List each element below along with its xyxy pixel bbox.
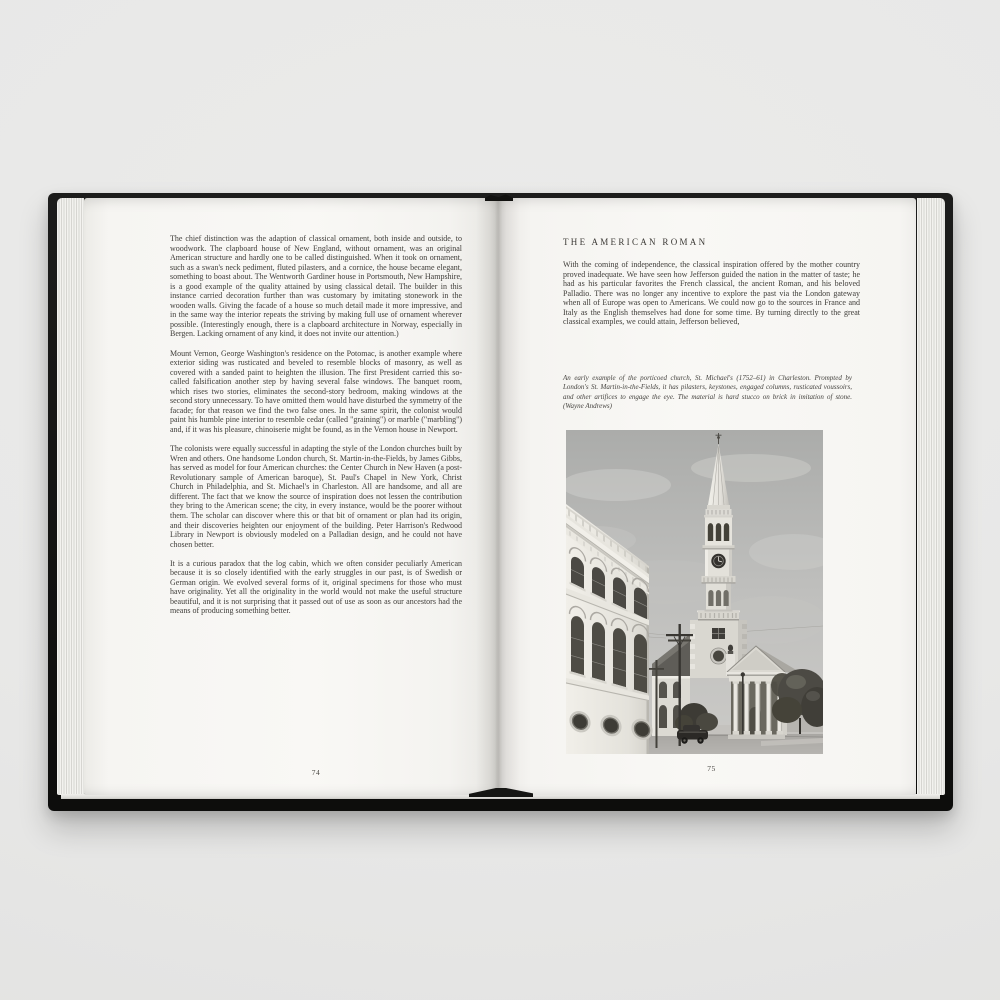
book [48, 193, 953, 811]
page-left [84, 198, 498, 795]
body-paragraph: The chief distinction was the adaption of classical ornament, both inside and outside, to woodwork. The clapboard house of New England, without ornament, was an original American structure and hardly one to be called distinguished. When it took on ornament, such as a swan's neck pediment, fluted pilasters, and a cornice, the house became elegant, something to boast about. The Wentworth Gardiner house in Portsmouth, New Hampshire, is a good example of the quality attained by using classical detail. The builder in this instance carried decoration further than was customary by imitating stonework in the wooden walls. Giving the facade of a house so much detail made it more impressive, and in the same way the interior repeats the striving by making full use of ornament wherever possible. (Interestingly enough, there is a clapboard architecture in Norway, especially in Bergen. Lacking ornament of any kind, it does not invite our attention.) [170, 234, 462, 339]
body-paragraph: The colonists were equally successful in adapting the style of the London churches built by Wren and others. One handsome London church, St. Martin-in-the-Fields, by James Gibbs, has served as model for four American churches: the Center Church in New Haven (a post-Revolutionary sample of American baroque), St. Paul's Chapel in New York, Christ Church in Philadelphia, and St. Michael's in Charleston. All are handsome, and all are different. The fact that we know the source of inspiration does not lessen the contribution they bring to the American scene; the city, in every instance, would be the poorer without them. The scholar can discover where this or that bit of ornament or plan had its origin, and their discoveries heighten our enjoyment of the building. Peter Harrison's Redwood Library in Newport is obviously modeled on a Palladian design, and he could not have chosen better. [170, 444, 462, 549]
body-paragraph: It is a curious paradox that the log cabin, which we often consider peculiarly American because it is so closely identified with the early struggles in our past, is of Swedish or German origin. We evolved several forms of it, original specimens for those who must have originality. Yet all the originality in the world would not make the useful structure beautiful, and it is not surprising that it passed out of use as soon as our ancestors had the means of producing something better. [170, 558, 462, 616]
body-paragraph: With the coming of independence, the classical inspiration offered by the mother country proved inadequate. We have seen how Jefferson guided the nation in the matter of taste; he had as his particular favorites the French classical, the ancient Roman, and his beloved Palladio. There was no longer any incentive to explore the past via the London gateway when all of Europe was open to Americans. We could now go to the sources in France and Italy as the English themselves had done for some time. By turning directly to the great classical examples, we could attain, Jefferson believed, [563, 260, 860, 327]
church-photo [566, 430, 823, 754]
body-paragraph: Mount Vernon, George Washington's residence on the Potomac, is another example where exterior siding was rusticated and beveled to resemble blocks of masonry, as well as covered with a sanded paint to heighten the illusion. The first President carried this so-called falsification another step by having several false windows. The banquet room, which rises two stories, eliminates the second-story bedroom, making windows at the second story unnecessary. To have omitted them would have disturbed the symmetry of the facade; for that reason we find the two false ones. In the same spirit, the colonist would paint his humble pine interior to resemble cedar (called "graining") or marble ("marbling") and, if it was his pleasure, chinoiserie might be found, as in the Vernon house in Newport. [170, 348, 462, 434]
left-page-text-column [170, 234, 462, 626]
page-edges-right [917, 198, 945, 795]
page-edges-left [57, 198, 84, 795]
page-number-right: 75 [707, 764, 716, 773]
right-page-text-column [563, 260, 860, 336]
page-right [498, 198, 916, 795]
page-number-left: 74 [311, 768, 321, 777]
photo-caption: An early example of the porticoed church, St. Michael's (1752–61) in Charleston. Prompted by London's St. Martin-in-the-Fields, it has pilasters, keystones, engaged columns, rusticated voussoirs, and other artifices to engage the eye. The material is hard stucco on brick in imitation of stone. (Wayne Andrews) [563, 374, 852, 410]
chapter-heading: THE AMERICAN ROMAN [563, 237, 708, 247]
